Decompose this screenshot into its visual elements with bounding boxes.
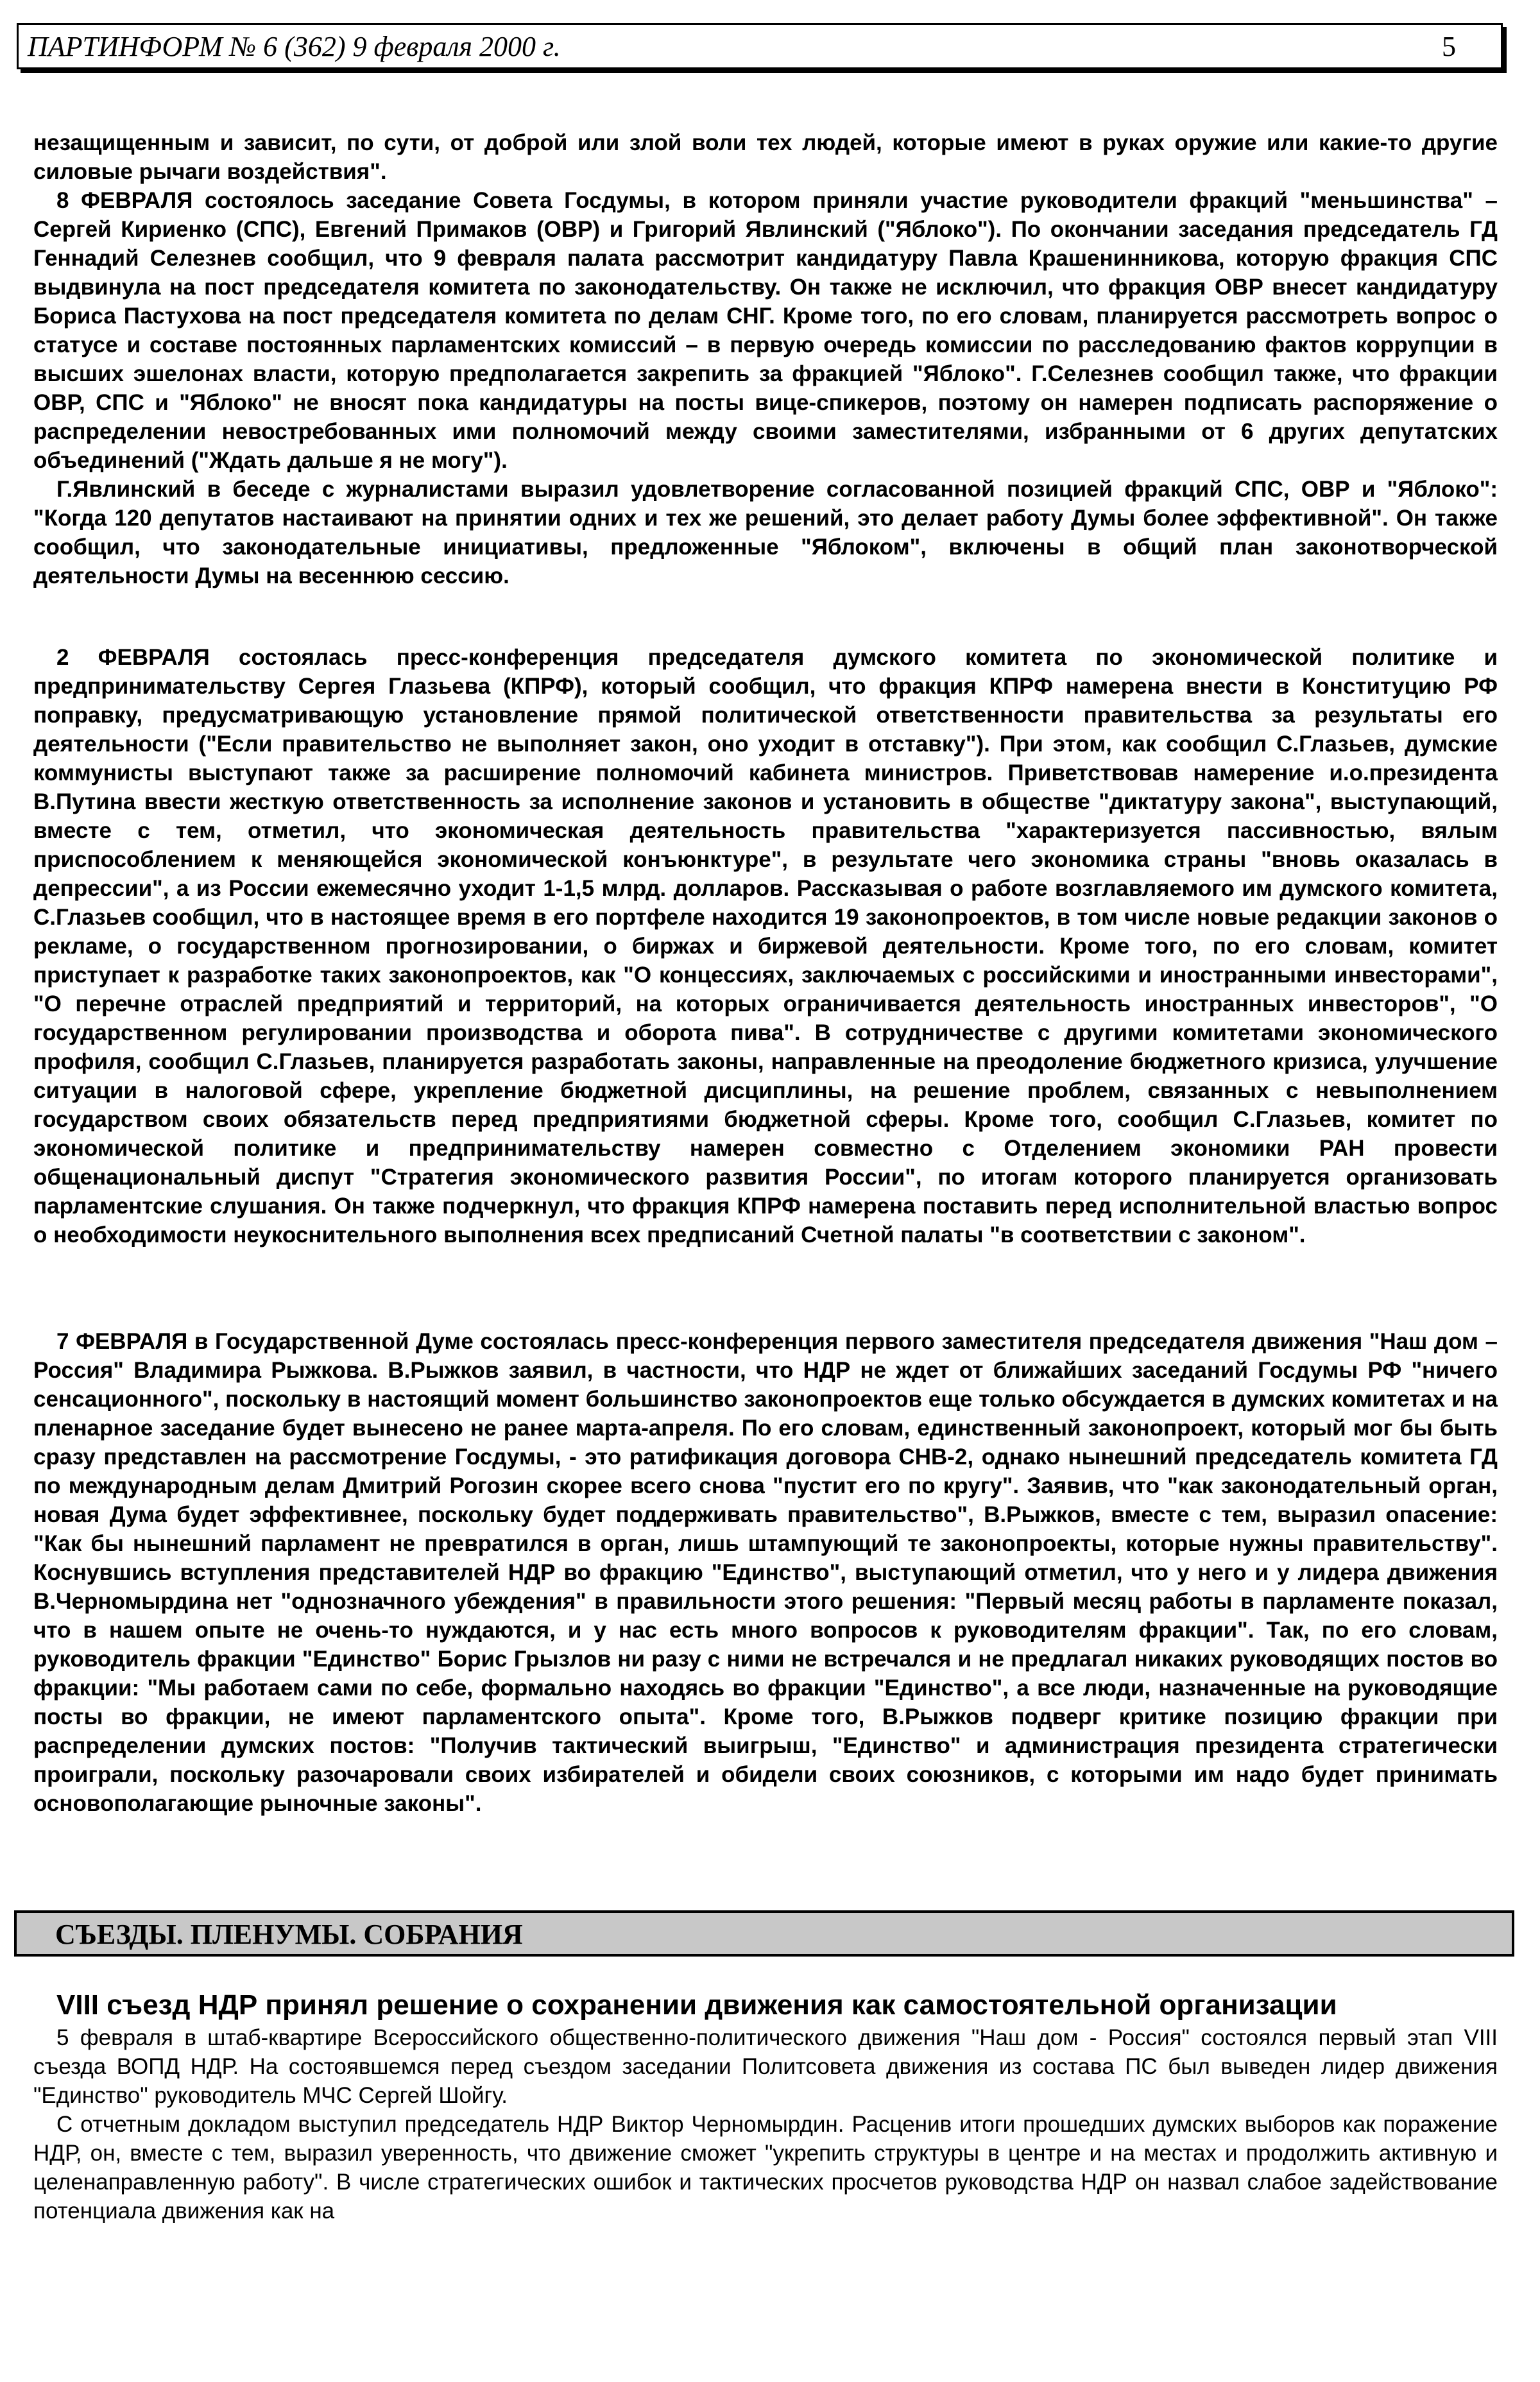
page-header <box>17 23 1503 69</box>
paragraph: С отчетным докладом выступил председатель НДР Виктор Черномырдин. Расценив итоги прошедших думских выборов как поражение НДР, он, вместе с тем, выразил уверенность, что движение сможет "укрепить структуры в центре и на местах и продолжить активную и целенаправленную работу". В числе стратегических ошибок и тактических просчетов руководства НДР он назвал слабое задействование потенциала движения как на <box>33 2112 1498 2223</box>
section-title: СЪЕЗДЫ. ПЛЕНУМЫ. СОБРАНИЯ <box>55 1919 523 1950</box>
news-block-feb7 <box>33 1327 1498 1818</box>
news-block-feb8 <box>33 128 1498 590</box>
publication-title: ПАРТИНФОРМ № 6 (362) 9 февраля 2000 г. <box>28 31 561 62</box>
paragraph: Г.Явлинский в беседе с журналистами выразил удовлетворение согласованной позицией фракций СПС, ОВР и "Яблоко": "Когда 120 депутатов настаивают на принятии одних и тех же решений, это делает работу Думы более эффективной". Он также сообщил, что законодательные инициативы, предложенные "Яблоком", включены в общий план законотворческой деятельности Думы на весеннюю сессию. <box>33 477 1498 588</box>
paragraph: 7 ФЕВРАЛЯ в Государственной Думе состоялась пресс-конференция первого заместителя председателя движения "Наш дом – Россия" Владимира Рыжкова. В.Рыжков заявил, в частности, что НДР не ждет от ближайших заседаний Госдумы РФ "ничего сенсационного", поскольку в настоящий момент большинство законопроектов еще только обсуждается в думских комитетах и на пленарное заседание будет вынесено не ранее марта-апреля. По его словам, единственный законопроект, который мог бы быть сразу представлен на рассмотрение Госдумы, - это ратификация договора СНВ-2, однако нынешний председатель комитета ГД по международным делам Дмитрий Рогозин скорее всего снова "пустит его по кругу". Заявив, что "как законодательный орган, новая Дума будет эффективнее, поскольку будет поддерживать правительство", В.Рыжков, вместе с тем, выразил опасение: "Как бы нынешний парламент не превратился в орган, лишь штампующий те законопроекты, которые нужны правительству". Коснувшись вступления представителей НДР во фракцию "Единство", выступающий отметил, что у него и у лидера движения В.Черномырдина нет "однозначного убеждения" в правильности этого решения: "Первый месяц работы в парламенте показал, что в нашем опыте не очень-то нуждаются, и у нас есть много вопросов к руководителям фракции". Так, по его словам, руководитель фракции "Единство" Борис Грызлов ни разу с ними не встречался и не предлагал никаких руководящих постов во фракции: "Мы работаем сами по себе, формально находясь во фракции "Единство", а все люди, назначенные на руководящие посты во фракции, не имеют парламентского опыта". Кроме того, В.Рыжков подверг критике позицию фракции при распределении думских постов: "Получив тактический выигрыш, "Единство" и администрация президента стратегически проиграли, поскольку разочаровали своих избирателей и обидели своих союзников, с которыми им надо будет принимать основополагающие рыночные законы". <box>33 1329 1498 1816</box>
article-body <box>33 2023 1498 2225</box>
page-number: 5 <box>1442 31 1456 62</box>
news-block-feb2 <box>33 643 1498 1249</box>
section-header <box>14 1910 1514 1957</box>
article-headline: VIII съезд НДР принял решение о сохранении движения как самостоятельной организации <box>56 1989 1337 2021</box>
paragraph: 5 февраля в штаб-квартире Всероссийского общественно-политического движения "Наш дом - Россия" состоялся первый этап VIII съезда ВОПД НДР. На состоявшемся перед съездом заседании Политсовета движения из состава ПС был выведен лидер движения "Единство" руководитель МЧС Сергей Шойгу. <box>33 2025 1498 2108</box>
paragraph: 2 ФЕВРАЛЯ состоялась пресс-конференция председателя думского комитета по экономической политике и предпринимательству Сергея Глазьева (КПРФ), который сообщил, что фракция КПРФ намерена внести в Конституцию РФ поправку, предусматривающую установление прямой политической ответственности правительства за результаты его деятельности ("Если правительство не выполняет закон, оно уходит в отставку"). При этом, как сообщил С.Глазьев, думские коммунисты выступают также за расширение полномочий кабинета министров. Приветствовав намерение и.о.президента В.Путина ввести жесткую ответственность за исполнение законов и установить в обществе "диктатуру закона", выступающий, вместе с тем, отметил, что экономическая деятельность правительства "характеризуется пассивностью, вялым приспособлением к меняющейся экономической конъюнктуре", в результате чего экономика страны "вновь оказалась в депрессии", а из России ежемесячно уходит 1-1,5 млрд. долларов. Рассказывая о работе возглавляемого им думского комитета, С.Глазьев сообщил, что в настоящее время в его портфеле находится 19 законопроектов, в том числе новые редакции законов о рекламе, о государственном прогнозировании, о биржах и биржевой деятельности. Кроме того, по его словам, комитет приступает к разработке таких законопроектов, как "О концессиях, заключаемых с российскими и иностранными инвесторами", "О перечне отраслей предприятий и территорий, на которых ограничивается деятельность иностранных инвесторов", "О государственном регулировании производства и оборота пива". В сотрудничестве с другими комитетами экономического профиля, сообщил С.Глазьев, планируется разработать законы, направленные на преодоление бюджетного кризиса, улучшение ситуации в налоговой сфере, укрепление бюджетной дисциплины, на решение проблем, связанных с невыполнением государством своих обязательств перед предприятиями бюджетной сферы. Кроме того, сообщил С.Глазьев, комитет по экономической политике и предпринимательству намерен совместно с Отделением экономики РАН провести общенациональный диспут "Стратегия экономического развития России", по итогам которого планируется организовать парламентские слушания. Он также подчеркнул, что фракция КПРФ намерена поставить перед исполнительной властью вопрос о необходимости неукоснительного выполнения всех предписаний Счетной палаты "в соответствии с законом". <box>33 645 1498 1247</box>
paragraph: 8 ФЕВРАЛЯ состоялось заседание Совета Госдумы, в котором приняли участие руководители фракций "меньшинства" – Сергей Кириенко (СПС), Евгений Примаков (ОВР) и Григорий Явлинский ("Яблоко"). По окончании заседания председатель ГД Геннадий Селезнев сообщил, что 9 февраля палата рассмотрит кандидатуру Павла Крашенинникова, которую фракция СПС выдвинула на пост председателя комитета по законодательству. Он также не исключил, что фракция ОВР внесет кандидатуру Бориса Пастухова на пост председателя комитета по делам СНГ. Кроме того, по его словам, планируется рассмотреть вопрос о статусе и составе постоянных парламентских комиссий – в первую очередь комиссии по расследованию фактов коррупции в высших эшелонах власти, которую предполагается закрепить за фракцией "Яблоко". Г.Селезнев сообщил также, что фракции ОВР, СПС и "Яблоко" не вносят пока кандидатуры на посты вице-спикеров, поэтому он намерен подписать распоряжение о распределении невостребованных ими полномочий между своими заместителями, избранными от 6 других депутатских объединений ("Ждать дальше я не могу"). <box>33 188 1498 473</box>
paragraph: незащищенным и зависит, по сути, от доброй или злой воли тех людей, которые имеют в руках оружие или какие-то другие силовые рычаги воздействия". <box>33 130 1498 184</box>
